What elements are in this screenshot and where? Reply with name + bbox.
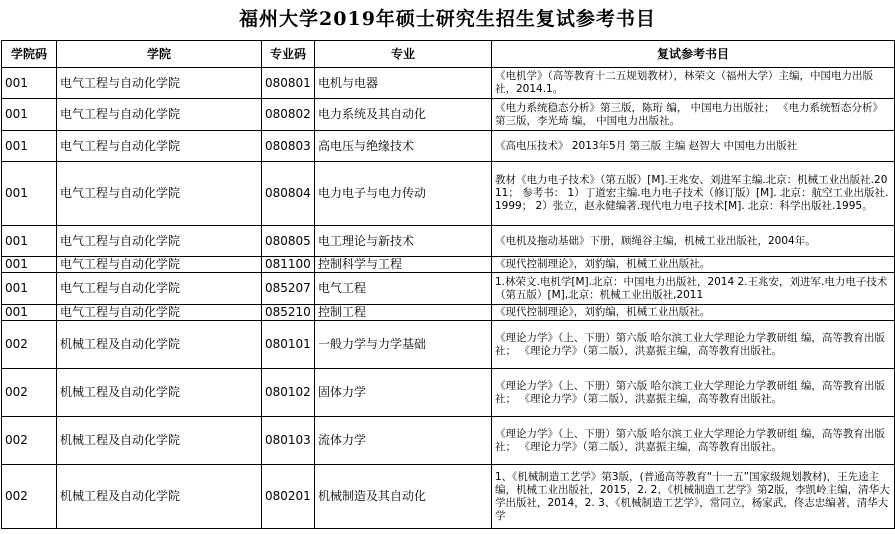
cell-books: 1.林荣文.电机学[M].北京：中国电力出版社，2014 2.王兆安，刘进军.电力电子技术（第五版）[M],北京：机械工业出版社,2011 xyxy=(492,273,895,305)
cell-major: 电机与电器 xyxy=(315,68,492,99)
cell-major: 电力电子与电力传动 xyxy=(315,162,492,226)
header-college: 学院 xyxy=(57,41,262,68)
header-books: 复试参考书目 xyxy=(492,41,895,68)
cell-major-code: 080102 xyxy=(262,369,315,417)
cell-college-code: 001 xyxy=(2,226,57,257)
table-row xyxy=(2,321,895,369)
cell-major: 电工理论与新技术 xyxy=(315,226,492,257)
table-row xyxy=(2,273,895,305)
cell-books: 《高电压技术》 2013年5月 第三版 主编 赵智大 中国电力出版社 xyxy=(492,131,895,162)
cell-major-code: 080803 xyxy=(262,131,315,162)
cell-college-code: 002 xyxy=(2,465,57,529)
cell-books: 《现代控制理论》，刘豹编，机械工业出版社。 xyxy=(492,257,895,273)
cell-major-code: 080103 xyxy=(262,417,315,465)
cell-college-code: 002 xyxy=(2,369,57,417)
table-row xyxy=(2,226,895,257)
table-row xyxy=(2,162,895,226)
cell-major-code: 080805 xyxy=(262,226,315,257)
cell-major: 电力系统及其自动化 xyxy=(315,99,492,131)
cell-college-code: 001 xyxy=(2,257,57,273)
header-major-code: 专业码 xyxy=(262,41,315,68)
cell-college-code: 001 xyxy=(2,162,57,226)
cell-college-code: 001 xyxy=(2,305,57,321)
cell-major: 控制工程 xyxy=(315,305,492,321)
cell-college: 电气工程与自动化学院 xyxy=(57,162,262,226)
cell-major-code: 080804 xyxy=(262,162,315,226)
table-row xyxy=(2,131,895,162)
cell-books: 教材《电力电子技术》（第五版）[M].王兆安、刘进军主编.北京：机械工业出版社.2011； 参考书： 1）丁道宏主编.电力电子技术（修订版）[M]. 北京：航空工业出版社.1999； 2）张立，赵永健编著.现代电力电子技术[M]. 北京：科学出版社.1995。 xyxy=(492,162,895,226)
cell-college: 机械工程及自动化学院 xyxy=(57,369,262,417)
cell-books: 《理论力学》（上、下册）第六版 哈尔滨工业大学理论力学教研组 编，高等教育出版社； 《理论力学》（第二版），洪嘉振主编，高等教育出版社。 xyxy=(492,369,895,417)
cell-college: 机械工程及自动化学院 xyxy=(57,417,262,465)
cell-major: 电气工程 xyxy=(315,273,492,305)
cell-major: 一般力学与力学基础 xyxy=(315,321,492,369)
cell-college: 电气工程与自动化学院 xyxy=(57,99,262,131)
cell-college: 电气工程与自动化学院 xyxy=(57,68,262,99)
cell-college: 机械工程及自动化学院 xyxy=(57,465,262,529)
cell-college-code: 002 xyxy=(2,321,57,369)
table-row xyxy=(2,417,895,465)
cell-books: 《电力系统稳态分析》第三版，陈珩 编， 中国电力出版社； 《电力系统暂态分析》第三版，李光琦 编， 中国电力出版社。 xyxy=(492,99,895,131)
book-list-table xyxy=(1,40,895,529)
cell-major: 控制科学与工程 xyxy=(315,257,492,273)
cell-major-code: 081100 xyxy=(262,257,315,273)
table-row xyxy=(2,68,895,99)
cell-college: 电气工程与自动化学院 xyxy=(57,305,262,321)
cell-major: 高电压与绝缘技术 xyxy=(315,131,492,162)
header-major: 专业 xyxy=(315,41,492,68)
cell-books: 《理论力学》（上、下册）第六版 哈尔滨工业大学理论力学教研组 编，高等教育出版社； 《理论力学》（第二版），洪嘉振主编，高等教育出版社。 xyxy=(492,417,895,465)
header-college-code: 学院码 xyxy=(2,41,57,68)
cell-major-code: 080201 xyxy=(262,465,315,529)
cell-books: 《现代控制理论》，刘豹编，机械工业出版社。 xyxy=(492,305,895,321)
page-title: 福州大学2019年硕士研究生招生复试参考书目 xyxy=(239,8,656,30)
cell-college: 机械工程及自动化学院 xyxy=(57,321,262,369)
cell-college-code: 001 xyxy=(2,99,57,131)
table-row xyxy=(2,305,895,321)
cell-major-code: 085207 xyxy=(262,273,315,305)
cell-college-code: 001 xyxy=(2,131,57,162)
cell-books: 《电机学》（高等教育十二五规划教材），林荣文（福州大学）主编，中国电力出版社，2014.1。 xyxy=(492,68,895,99)
cell-major-code: 085210 xyxy=(262,305,315,321)
cell-books: 《电机及拖动基础》下册，顾绳谷主编，机械工业出版社，2004年。 xyxy=(492,226,895,257)
cell-major: 机械制造及其自动化 xyxy=(315,465,492,529)
cell-college: 电气工程与自动化学院 xyxy=(57,131,262,162)
cell-college-code: 001 xyxy=(2,68,57,99)
cell-college: 电气工程与自动化学院 xyxy=(57,273,262,305)
table-row xyxy=(2,369,895,417)
table-row xyxy=(2,99,895,131)
cell-college-code: 002 xyxy=(2,417,57,465)
table-row xyxy=(2,257,895,273)
cell-major: 固体力学 xyxy=(315,369,492,417)
cell-major-code: 080802 xyxy=(262,99,315,131)
table-header-row xyxy=(2,41,895,68)
cell-major-code: 080801 xyxy=(262,68,315,99)
cell-college: 电气工程与自动化学院 xyxy=(57,226,262,257)
table-row xyxy=(2,465,895,529)
cell-major-code: 080101 xyxy=(262,321,315,369)
cell-major: 流体力学 xyxy=(315,417,492,465)
cell-college: 电气工程与自动化学院 xyxy=(57,257,262,273)
cell-college-code: 001 xyxy=(2,273,57,305)
cell-books: 1、《机械制造工艺学》第3版，(普通高等教育“十一五”国家级规划教材)，王先逵主编，机械工业出版社，2015，2. 2、《机械制造工艺学》第2版，李凯岭主编，清华大学出版社，2014，2. 3、《机械制造工艺学》，常同立，杨家武，佟志忠编著，清华大学 xyxy=(492,465,895,529)
cell-books: 《理论力学》（上、下册）第六版 哈尔滨工业大学理论力学教研组 编，高等教育出版社； 《理论力学》（第二版），洪嘉振主编，高等教育出版社。 xyxy=(492,321,895,369)
